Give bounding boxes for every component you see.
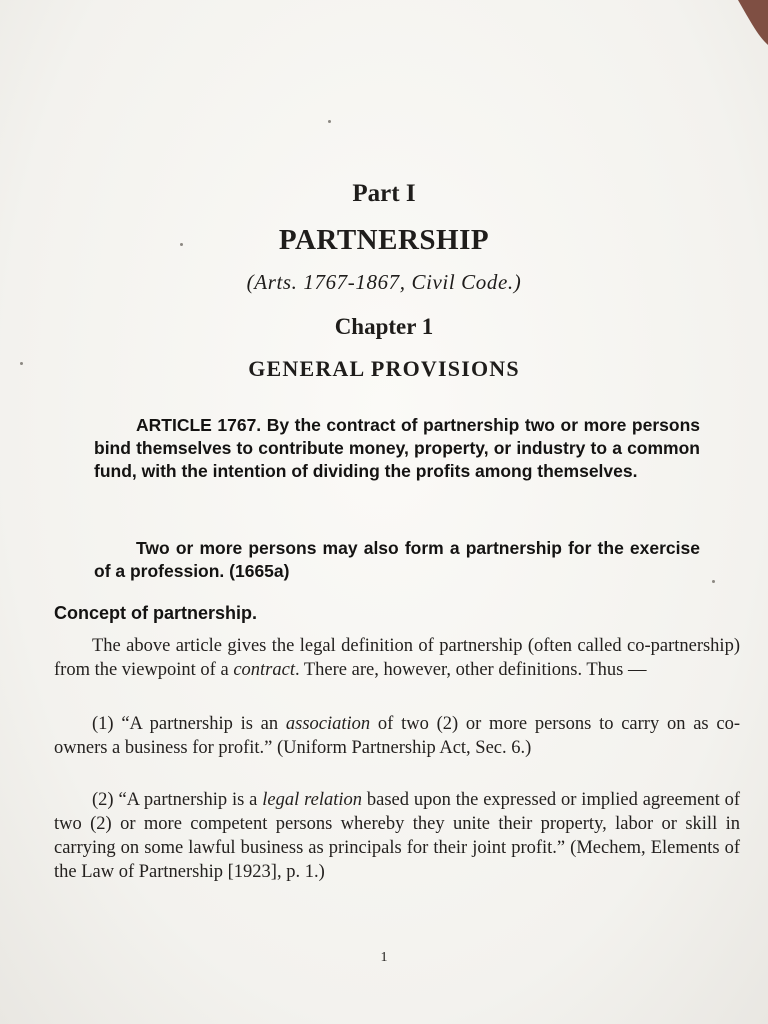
chapter-label: Chapter 1 bbox=[334, 314, 434, 339]
part-title: PARTNERSHIP bbox=[278, 224, 490, 256]
torn-corner-mark bbox=[698, 0, 768, 60]
articles-range: (Arts. 1767-1867, Civil Code.) bbox=[246, 270, 522, 294]
page-speck bbox=[328, 120, 331, 123]
commentary-text: . There are, however, other definitions. Thus — bbox=[294, 660, 647, 680]
commentary-text: The above article gives the legal definition of partnership (often called co-partnership) from the viewpoint of a bbox=[54, 636, 740, 680]
part-label: Part I bbox=[352, 180, 416, 207]
definition-1-emphasis: association bbox=[285, 714, 371, 734]
article-1767-text: ARTICLE 1767. By the contract of partnership two or more persons bind themselves to contribute money, property, or industry to a common fund, with the intention of dividing the profits among themselves. bbox=[94, 415, 700, 482]
definition-1-paragraph bbox=[54, 712, 740, 760]
page-speck bbox=[712, 580, 715, 583]
article-1767-paragraph bbox=[94, 414, 700, 484]
chapter-title: GENERAL PROVISIONS bbox=[248, 356, 520, 381]
definition-1-text: of two (2) or more persons to carry on as co-owners a business for profit.” (Uniform Partnership Act, Sec. 6.) bbox=[54, 714, 740, 758]
page-number: 1 bbox=[380, 950, 388, 965]
article-1767-second-text: Two or more persons may also form a partnership for the exercise of a profession. (1665a) bbox=[94, 538, 700, 582]
definition-2-text: (2) “A partnership is a bbox=[92, 790, 263, 810]
commentary-paragraph bbox=[54, 634, 740, 682]
article-1767-second-paragraph bbox=[94, 537, 700, 583]
definition-2-paragraph bbox=[54, 788, 740, 884]
commentary-emphasis: contract bbox=[233, 660, 295, 680]
definition-1-text: (1) “A partnership is an bbox=[92, 714, 286, 734]
definition-2-text: based upon the expressed or implied agreement of two (2) or more competent persons whereby they unite their property, labor or skill in carrying on some lawful business as principals for their joint profit.” (Mechem, Elements of the Law of Partnership [1923], p. 1.) bbox=[54, 790, 741, 882]
definition-2-emphasis: legal relation bbox=[262, 790, 363, 810]
section-heading: Concept of partnership. bbox=[54, 603, 258, 623]
